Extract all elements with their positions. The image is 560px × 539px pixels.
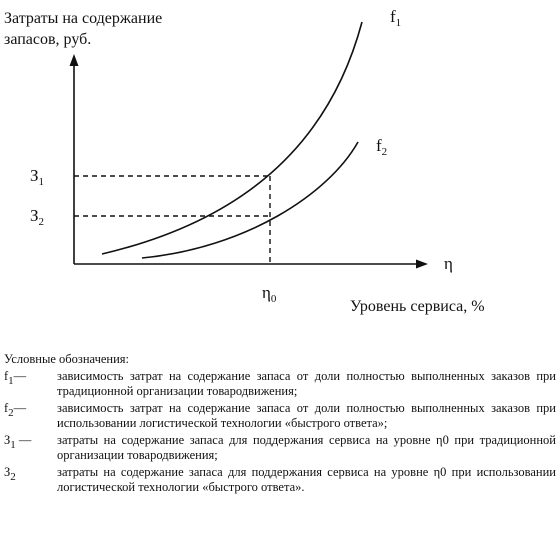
- legend-key: [4, 369, 57, 390]
- z1-label-sub: 1: [38, 176, 45, 188]
- legend-title: Условные обозначения:: [4, 352, 130, 366]
- legend-description: затраты на содержание запаса для поддержания сервиса на уровне η0 при традиционной организации товародвижения;: [57, 432, 556, 462]
- legend-key-dash: —: [13, 400, 27, 415]
- legend-description: затраты на содержание запаса для поддержания сервиса на уровне η0 при использовании логистической технологии «быстрого ответа».: [57, 464, 556, 494]
- legend-item: [4, 401, 556, 432]
- legend-key: [4, 465, 57, 486]
- legend-key-dash: —: [15, 432, 32, 447]
- z1-label-base: З: [30, 166, 39, 185]
- curve-f2-label-sub: 2: [381, 146, 388, 158]
- curve-f1-label-base: f: [390, 7, 396, 26]
- z2-label-base: З: [30, 206, 39, 225]
- legend-item: [4, 465, 556, 496]
- curve-f2: [142, 142, 358, 258]
- legend: [4, 352, 556, 497]
- z1-label: [30, 167, 44, 191]
- legend-description: зависимость затрат на содержание запаса от доли полностью выполненных заказов при традиционной организации товародвижения;: [57, 368, 556, 398]
- curve-f1-label: [390, 8, 401, 32]
- y-axis-arrow: [70, 54, 79, 66]
- legend-key-sub: 2: [10, 470, 16, 483]
- legend-key-sub: 1: [10, 438, 16, 451]
- legend-key: [4, 433, 57, 454]
- x-axis-label: Уровень сервиса, %: [350, 298, 485, 315]
- legend-key-base: f: [4, 368, 9, 383]
- legend-key-dash: —: [13, 368, 27, 383]
- curve-f1: [102, 22, 362, 254]
- legend-key-base: f: [4, 400, 9, 415]
- eta0-label-base: η: [262, 283, 271, 302]
- z2-label-sub: 2: [38, 216, 45, 228]
- curve-f2-label-base: f: [376, 136, 382, 155]
- x-axis-symbol: η: [444, 254, 453, 273]
- z2-label: [30, 207, 44, 231]
- legend-key-sub: 1: [8, 374, 14, 387]
- curve-f2-label: [376, 137, 387, 161]
- legend-item: [4, 433, 556, 464]
- y-axis-label-line2: запасов, руб.: [4, 31, 92, 48]
- legend-description: зависимость затрат на содержание запаса от доли полностью выполненных заказов при использовании логистической технологии «быстрого ответа»;: [57, 400, 556, 430]
- legend-item: [4, 369, 556, 400]
- legend-key: [4, 401, 57, 422]
- legend-key-sub: 2: [8, 406, 14, 419]
- y-axis-label-line1: Затраты на содержание: [4, 10, 163, 27]
- curve-f1-label-sub: 1: [395, 17, 402, 29]
- legend-key-base: З: [4, 464, 11, 479]
- legend-key-base: З: [4, 432, 11, 447]
- eta0-label-sub: 0: [270, 293, 277, 305]
- eta0-label: [262, 284, 276, 308]
- x-axis-arrow: [416, 260, 428, 269]
